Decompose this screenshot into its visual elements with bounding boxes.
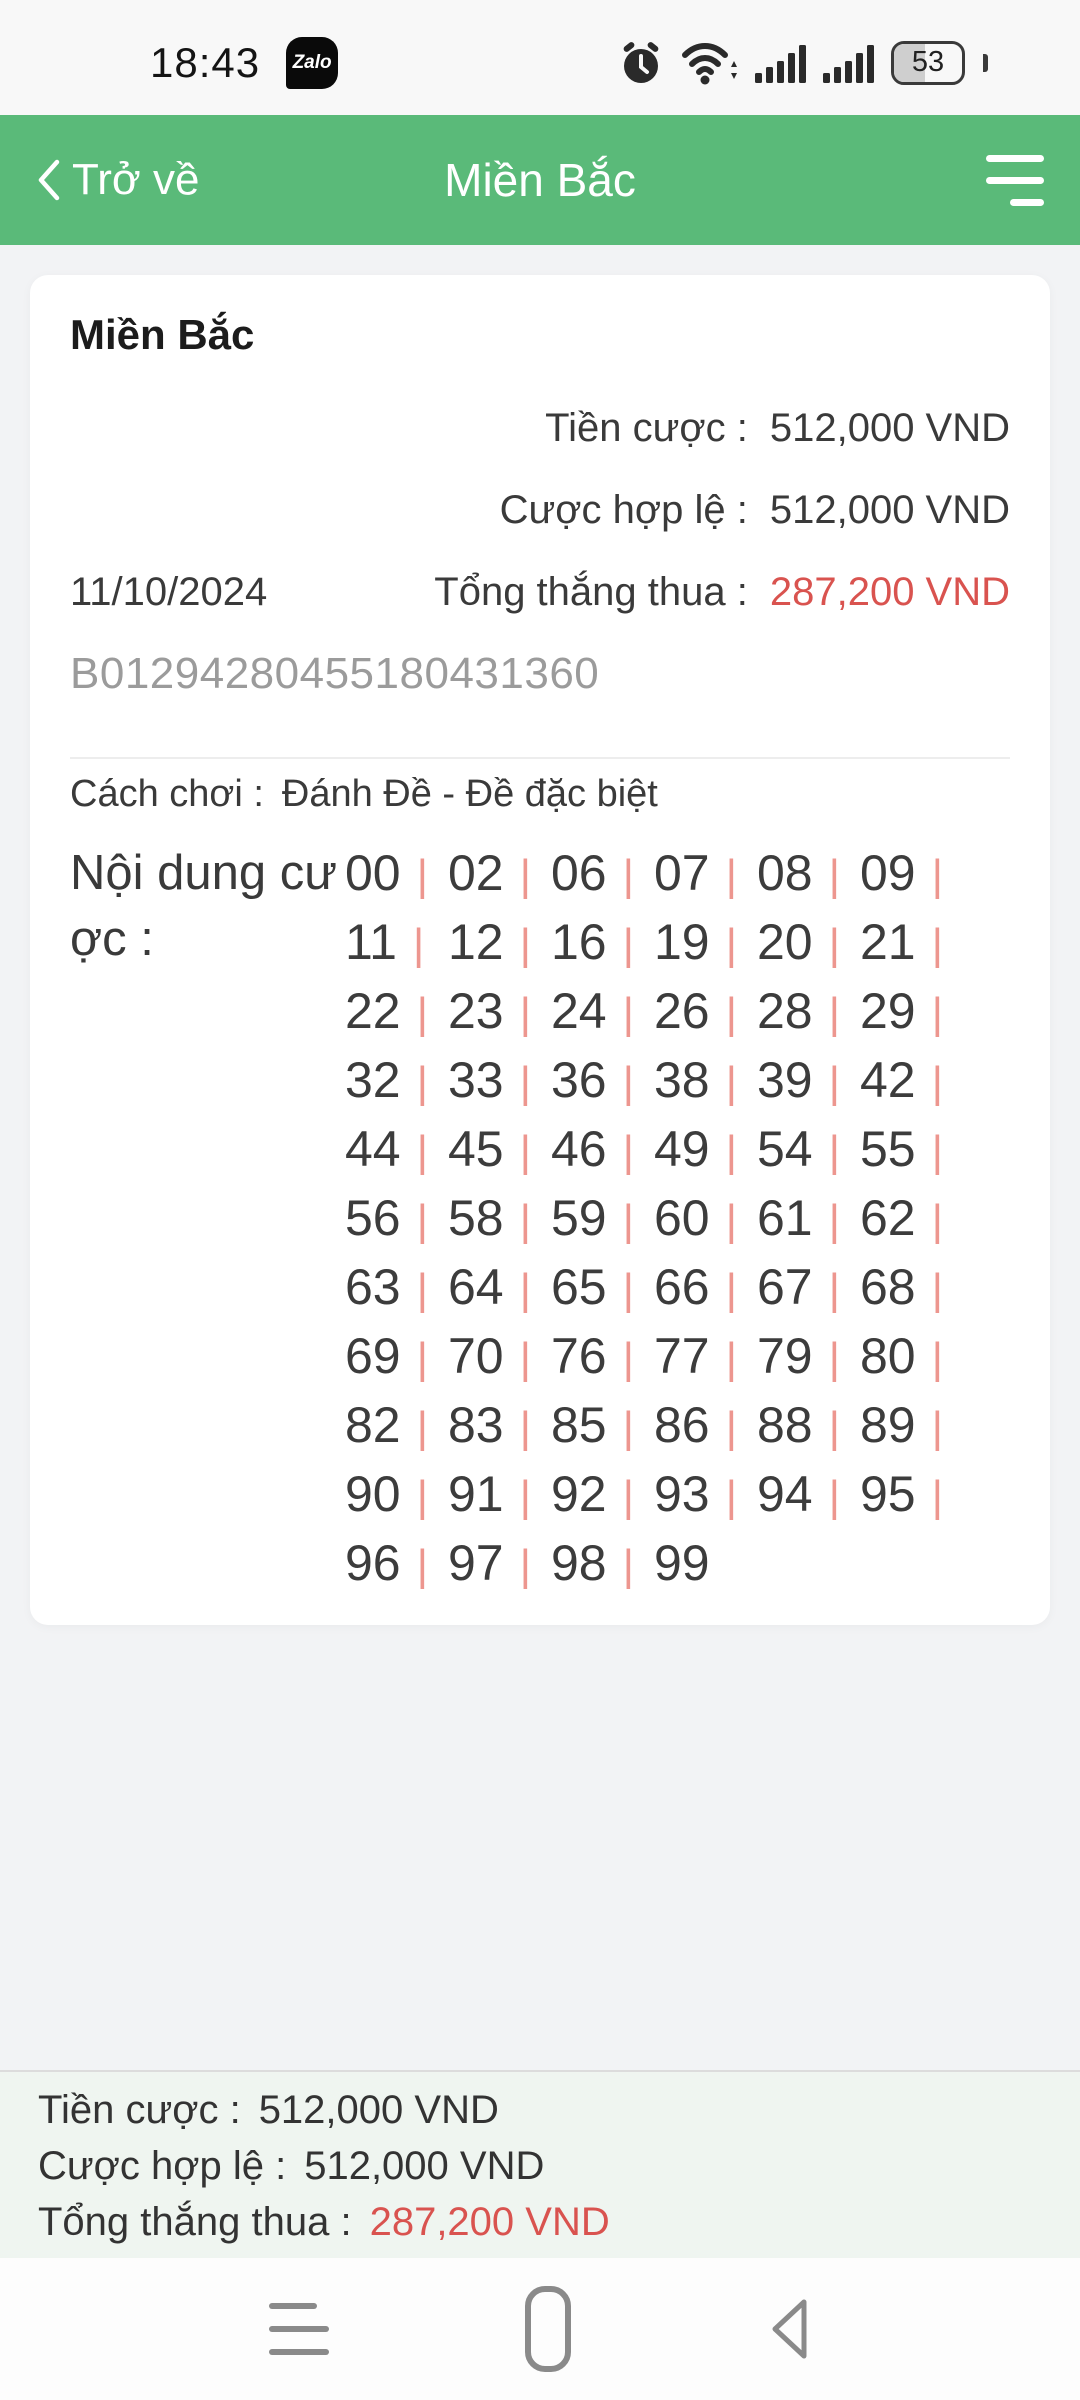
- bet-number: 29 |: [860, 978, 963, 1047]
- number-separator: |: [519, 851, 532, 900]
- number-separator: |: [519, 1472, 532, 1521]
- bet-number: 65 |: [551, 1254, 654, 1323]
- bet-number: 23 |: [448, 978, 551, 1047]
- recents-line: [269, 2303, 317, 2309]
- bet-numbers: [345, 840, 1010, 1599]
- summary-valid-label: Cược hợp lệ :: [38, 2144, 287, 2188]
- number-separator: |: [519, 1058, 532, 1107]
- bet-number: 02 |: [448, 840, 551, 909]
- number-separator: |: [828, 1403, 841, 1452]
- divider: [70, 757, 1010, 759]
- bet-number: 26 |: [654, 978, 757, 1047]
- total-winloss: [434, 551, 1010, 633]
- back-button[interactable]: [36, 155, 199, 205]
- number-separator: |: [416, 851, 429, 900]
- summary-panel: [0, 2070, 1080, 2258]
- number-separator: |: [519, 989, 532, 1038]
- number-separator: |: [622, 1541, 635, 1590]
- number-separator: |: [416, 1541, 429, 1590]
- play-type-label: Cách chơi :: [70, 773, 264, 815]
- chevron-left-icon: [36, 157, 62, 203]
- bet-number: 88 |: [757, 1392, 860, 1461]
- bet-number: 42 |: [860, 1047, 963, 1116]
- bet-number: 97 |: [448, 1530, 551, 1599]
- result-row: [70, 551, 1010, 633]
- bet-number: 32 |: [345, 1047, 448, 1116]
- draw-date: 11/10/2024: [70, 570, 268, 614]
- status-bar: [0, 0, 1080, 115]
- zalo-notification-icon: [286, 37, 338, 89]
- home-button[interactable]: [525, 2286, 571, 2372]
- number-separator: |: [828, 1127, 841, 1176]
- number-separator: |: [828, 1265, 841, 1314]
- bet-number: 11 |: [345, 909, 448, 978]
- bet-number: 92 |: [551, 1461, 654, 1530]
- number-separator: |: [725, 1334, 738, 1383]
- recents-line: [269, 2349, 329, 2355]
- bet-detail-card: [30, 275, 1050, 1625]
- number-separator: |: [725, 851, 738, 900]
- number-separator: |: [725, 920, 738, 969]
- bet-number: 58 |: [448, 1185, 551, 1254]
- number-separator: |: [519, 1265, 532, 1314]
- bet-number: 91 |: [448, 1461, 551, 1530]
- bet-number: 82 |: [345, 1392, 448, 1461]
- bet-number: 69 |: [345, 1323, 448, 1392]
- number-separator: |: [622, 989, 635, 1038]
- number-separator: |: [412, 920, 425, 969]
- bet-number: 28 |: [757, 978, 860, 1047]
- bet-amount-value: 512,000 VND: [769, 406, 1010, 450]
- number-separator: |: [416, 1472, 429, 1521]
- app-header: [0, 115, 1080, 245]
- summary-bet-value: 512,000 VND: [258, 2088, 499, 2132]
- bet-number: 59 |: [551, 1185, 654, 1254]
- bet-content-label: Nội dung cược :: [70, 846, 338, 966]
- bet-number: 96 |: [345, 1530, 448, 1599]
- bet-number: 60 |: [654, 1185, 757, 1254]
- number-separator: |: [828, 989, 841, 1038]
- summary-bet-row: [38, 2082, 1080, 2138]
- bet-number: 20 |: [757, 909, 860, 978]
- bet-number: 46 |: [551, 1116, 654, 1185]
- menu-button[interactable]: [986, 155, 1044, 206]
- number-separator: |: [416, 1127, 429, 1176]
- bet-number: 77 |: [654, 1323, 757, 1392]
- number-separator: |: [622, 1265, 635, 1314]
- number-separator: |: [725, 1403, 738, 1452]
- bet-number: 79 |: [757, 1323, 860, 1392]
- number-separator: |: [931, 1334, 944, 1383]
- menu-line: [1010, 199, 1044, 206]
- bet-number: 61 |: [757, 1185, 860, 1254]
- bet-number: 62 |: [860, 1185, 963, 1254]
- number-separator: |: [416, 1334, 429, 1383]
- bet-number: 70 |: [448, 1323, 551, 1392]
- number-separator: |: [725, 989, 738, 1038]
- number-separator: |: [622, 1196, 635, 1245]
- summary-total-label: Tổng thắng thua :: [38, 2200, 352, 2244]
- bet-number: 99: [654, 1535, 710, 1591]
- page-title: Miền Bắc: [444, 154, 636, 206]
- battery-terminal: [983, 54, 988, 72]
- menu-line: [986, 155, 1044, 162]
- bet-number: 93 |: [654, 1461, 757, 1530]
- bet-number: 36 |: [551, 1047, 654, 1116]
- bet-number: 76 |: [551, 1323, 654, 1392]
- bet-number: 07 |: [654, 840, 757, 909]
- valid-bet-label: Cược hợp lệ :: [499, 488, 748, 532]
- number-separator: |: [416, 989, 429, 1038]
- number-separator: |: [725, 1127, 738, 1176]
- number-separator: |: [622, 1403, 635, 1452]
- number-separator: |: [931, 989, 944, 1038]
- bet-number: 66 |: [654, 1254, 757, 1323]
- number-separator: |: [931, 1265, 944, 1314]
- number-separator: |: [725, 1265, 738, 1314]
- bet-number: 22 |: [345, 978, 448, 1047]
- summary-valid-value: 512,000 VND: [304, 2144, 545, 2188]
- bet-number: 45 |: [448, 1116, 551, 1185]
- valid-bet-value: 512,000 VND: [769, 488, 1010, 532]
- number-separator: |: [931, 851, 944, 900]
- bet-number: 68 |: [860, 1254, 963, 1323]
- play-type-row: [70, 772, 1010, 816]
- number-separator: |: [416, 1265, 429, 1314]
- nav-back-button[interactable]: [767, 2295, 811, 2363]
- bet-number: 06 |: [551, 840, 654, 909]
- number-separator: |: [622, 1058, 635, 1107]
- number-separator: |: [416, 1196, 429, 1245]
- bet-number: 94 |: [757, 1461, 860, 1530]
- bet-number: 21 |: [860, 909, 963, 978]
- number-separator: |: [828, 851, 841, 900]
- region-title: Miền Bắc: [70, 311, 255, 358]
- bet-number: 19 |: [654, 909, 757, 978]
- number-separator: |: [828, 920, 841, 969]
- summary-total-value: 287,200 VND: [369, 2200, 610, 2244]
- number-separator: |: [725, 1196, 738, 1245]
- recents-line: [269, 2326, 329, 2332]
- money-rows: [70, 387, 1010, 633]
- total-winloss-label: Tổng thắng thua :: [434, 570, 748, 614]
- bet-number: 89 |: [860, 1392, 963, 1461]
- signal-sim2-icon: [823, 39, 875, 87]
- bet-number: 98 |: [551, 1530, 654, 1599]
- bet-number: 64 |: [448, 1254, 551, 1323]
- bet-number: 80 |: [860, 1323, 963, 1392]
- number-separator: |: [931, 1127, 944, 1176]
- number-separator: |: [519, 1403, 532, 1452]
- number-separator: |: [622, 851, 635, 900]
- number-separator: |: [416, 1058, 429, 1107]
- number-separator: |: [622, 1127, 635, 1176]
- bet-number: 54 |: [757, 1116, 860, 1185]
- bet-number: 16 |: [551, 909, 654, 978]
- menu-line: [986, 177, 1044, 184]
- bet-number: 39 |: [757, 1047, 860, 1116]
- number-separator: |: [828, 1334, 841, 1383]
- bet-number: 33 |: [448, 1047, 551, 1116]
- number-separator: |: [622, 1334, 635, 1383]
- bet-number: 00 |: [345, 840, 448, 909]
- bet-number: 12 |: [448, 909, 551, 978]
- bet-number: 86 |: [654, 1392, 757, 1461]
- recents-button[interactable]: [269, 2303, 329, 2355]
- bet-number: 90 |: [345, 1461, 448, 1530]
- number-separator: |: [622, 920, 635, 969]
- number-separator: |: [931, 920, 944, 969]
- number-separator: |: [828, 1196, 841, 1245]
- number-separator: |: [931, 1472, 944, 1521]
- number-separator: |: [519, 1334, 532, 1383]
- bet-number: 83 |: [448, 1392, 551, 1461]
- valid-bet-row: [70, 469, 1010, 551]
- bet-number: 08 |: [757, 840, 860, 909]
- clock-time: 18:43: [150, 38, 261, 86]
- signal-sim1-icon: [755, 39, 807, 87]
- play-type-value: Đánh Đề - Đề đặc biệt: [281, 773, 658, 815]
- bet-number: 09 |: [860, 840, 963, 909]
- number-separator: |: [725, 1472, 738, 1521]
- number-separator: |: [519, 1196, 532, 1245]
- battery-percent: 53: [911, 46, 945, 78]
- total-winloss-value: 287,200 VND: [769, 570, 1010, 614]
- bet-number: 49 |: [654, 1116, 757, 1185]
- number-separator: |: [828, 1472, 841, 1521]
- number-separator: |: [622, 1472, 635, 1521]
- bet-number: 63 |: [345, 1254, 448, 1323]
- summary-total-row: [38, 2194, 1080, 2250]
- number-separator: |: [519, 1541, 532, 1590]
- number-separator: |: [828, 1058, 841, 1107]
- zalo-label: Zalo: [292, 51, 332, 73]
- number-separator: |: [931, 1058, 944, 1107]
- ticket-id: B01294280455180431360: [70, 649, 600, 698]
- bet-number: 24 |: [551, 978, 654, 1047]
- bet-amount-label: Tiền cược :: [545, 406, 748, 450]
- number-separator: |: [725, 1058, 738, 1107]
- android-navbar: [0, 2258, 1080, 2400]
- number-separator: |: [931, 1403, 944, 1452]
- bet-number: 38 |: [654, 1047, 757, 1116]
- bet-number: 44 |: [345, 1116, 448, 1185]
- wifi-icon: [681, 39, 739, 87]
- number-separator: |: [931, 1196, 944, 1245]
- summary-valid-row: [38, 2138, 1080, 2194]
- bet-number: 55 |: [860, 1116, 963, 1185]
- alarm-icon: [617, 39, 665, 87]
- number-separator: |: [519, 1127, 532, 1176]
- bet-number: 85 |: [551, 1392, 654, 1461]
- back-label: Trở về: [72, 155, 200, 204]
- number-separator: |: [416, 1403, 429, 1452]
- bet-content-row: [70, 840, 1010, 1599]
- number-separator: |: [519, 920, 532, 969]
- bet-amount-row: [70, 387, 1010, 469]
- summary-bet-label: Tiền cược :: [38, 2088, 241, 2132]
- bet-number: 67 |: [757, 1254, 860, 1323]
- bet-number: 95 |: [860, 1461, 963, 1530]
- bet-number: 56 |: [345, 1185, 448, 1254]
- battery-icon: [891, 41, 965, 85]
